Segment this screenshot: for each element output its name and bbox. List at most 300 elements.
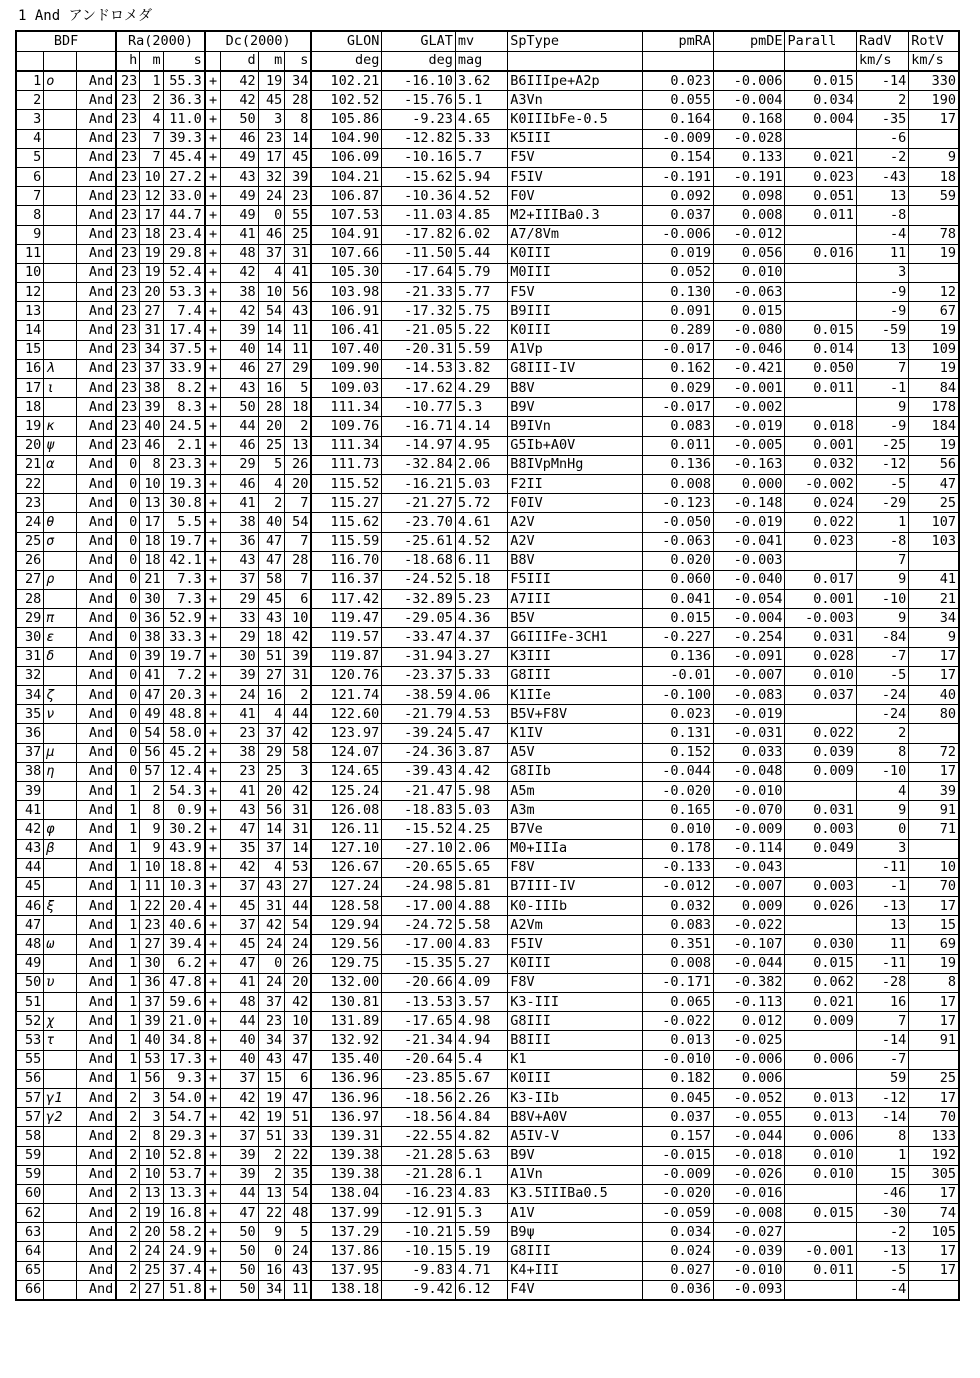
ra-seconds-cell: 23.4 (163, 225, 205, 244)
parallax-cell: 0.013 (785, 1088, 856, 1107)
ra-minutes-cell: 36 (140, 609, 163, 628)
rotational-velocity-cell: 91 (909, 1031, 959, 1050)
pm-ra-cell: 0.162 (642, 359, 713, 378)
ra-seconds-cell: 8.2 (163, 379, 205, 398)
pm-de-cell: 0.012 (714, 1012, 785, 1031)
glat-cell: -18.56 (382, 1088, 456, 1107)
bdf-number-cell: 60 (16, 1184, 44, 1203)
bdf-number-cell: 31 (16, 647, 44, 666)
parallax-cell (785, 781, 856, 800)
glon-cell: 119.57 (311, 628, 381, 647)
unit-ra-h: h (116, 51, 139, 71)
bdf-number-cell: 10 (16, 263, 44, 282)
parallax-cell: 0.001 (785, 436, 856, 455)
parallax-cell: 0.015 (785, 321, 856, 340)
greek-letter-cell: λ (44, 359, 77, 378)
glat-cell: -16.71 (382, 417, 456, 436)
glat-cell: -16.23 (382, 1184, 456, 1203)
radial-velocity-cell: -9 (856, 417, 908, 436)
dec-degrees-cell: 38 (221, 743, 258, 762)
glat-cell: -15.76 (382, 91, 456, 110)
table-row (16, 455, 959, 474)
spectral-type-cell: K4+III (508, 1261, 642, 1280)
dec-degrees-cell: 37 (221, 916, 258, 935)
constellation-cell: And (77, 1088, 116, 1107)
pm-ra-cell: 0.008 (642, 474, 713, 493)
bdf-number-cell: 51 (16, 993, 44, 1012)
dec-degrees-cell: 43 (221, 551, 258, 570)
parallax-cell (785, 263, 856, 282)
greek-letter-cell (44, 225, 77, 244)
parallax-cell: 0.015 (785, 71, 856, 91)
pm-ra-cell: 0.045 (642, 1088, 713, 1107)
header-dec: Dc(2000) (205, 31, 312, 51)
ra-minutes-cell: 12 (140, 187, 163, 206)
radial-velocity-cell: 9 (856, 398, 908, 417)
dec-minutes-cell: 47 (258, 532, 285, 551)
ra-seconds-cell: 33.9 (163, 359, 205, 378)
rotational-velocity-cell: 105 (909, 1223, 959, 1242)
dec-minutes-cell: 19 (258, 71, 285, 91)
unit-dec-s: s (285, 51, 312, 71)
constellation-cell: And (77, 321, 116, 340)
pm-ra-cell: 0.008 (642, 954, 713, 973)
radial-velocity-cell: 7 (856, 551, 908, 570)
glon-cell: 138.18 (311, 1280, 381, 1300)
table-row (16, 225, 959, 244)
table-row (16, 283, 959, 302)
dec-minutes-cell: 27 (258, 666, 285, 685)
dec-sign-cell: + (205, 321, 221, 340)
glat-cell: -38.59 (382, 686, 456, 705)
parallax-cell: -0.003 (785, 609, 856, 628)
header-row (16, 31, 959, 51)
bdf-number-cell: 2 (16, 91, 44, 110)
dec-minutes-cell: 14 (258, 820, 285, 839)
dec-minutes-cell: 13 (258, 1184, 285, 1203)
radial-velocity-cell: 7 (856, 1012, 908, 1031)
constellation-cell: And (77, 954, 116, 973)
magnitude-cell: 4.65 (455, 110, 507, 129)
rotational-velocity-cell: 184 (909, 417, 959, 436)
magnitude-cell: 2.26 (455, 1088, 507, 1107)
bdf-number-cell: 11 (16, 244, 44, 263)
dec-degrees-cell: 50 (221, 1261, 258, 1280)
pm-de-cell: -0.009 (714, 820, 785, 839)
table-row (16, 647, 959, 666)
parallax-cell: 0.049 (785, 839, 856, 858)
ra-seconds-cell: 39.3 (163, 129, 205, 148)
dec-sign-cell: + (205, 781, 221, 800)
dec-degrees-cell: 46 (221, 129, 258, 148)
pm-de-cell: 0.015 (714, 302, 785, 321)
table-row (16, 91, 959, 110)
greek-letter-cell (44, 110, 77, 129)
radial-velocity-cell: 7 (856, 359, 908, 378)
ra-seconds-cell: 30.8 (163, 494, 205, 513)
spectral-type-cell: G8III (508, 666, 642, 685)
pm-de-cell: -0.044 (714, 1127, 785, 1146)
ra-seconds-cell: 45.4 (163, 148, 205, 167)
pm-ra-cell: 0.065 (642, 993, 713, 1012)
dec-minutes-cell: 4 (258, 474, 285, 493)
dec-minutes-cell: 58 (258, 570, 285, 589)
bdf-number-cell: 1 (16, 71, 44, 91)
table-row (16, 359, 959, 378)
magnitude-cell: 5.77 (455, 283, 507, 302)
glat-cell: -17.64 (382, 263, 456, 282)
ra-hours-cell: 1 (116, 897, 139, 916)
dec-sign-cell: + (205, 1146, 221, 1165)
dec-seconds-cell: 27 (285, 877, 312, 896)
glon-cell: 128.58 (311, 897, 381, 916)
dec-minutes-cell: 0 (258, 954, 285, 973)
dec-seconds-cell: 42 (285, 724, 312, 743)
magnitude-cell: 4.94 (455, 1031, 507, 1050)
glat-cell: -22.55 (382, 1127, 456, 1146)
magnitude-cell: 5.1 (455, 91, 507, 110)
dec-seconds-cell: 47 (285, 1050, 312, 1069)
rotational-velocity-cell: 39 (909, 781, 959, 800)
pm-de-cell: -0.070 (714, 801, 785, 820)
dec-degrees-cell: 41 (221, 705, 258, 724)
pm-de-cell: -0.048 (714, 762, 785, 781)
bdf-number-cell: 20 (16, 436, 44, 455)
radial-velocity-cell: 4 (856, 781, 908, 800)
dec-minutes-cell: 32 (258, 167, 285, 186)
dec-seconds-cell: 2 (285, 417, 312, 436)
ra-seconds-cell: 36.3 (163, 91, 205, 110)
dec-seconds-cell: 2 (285, 686, 312, 705)
dec-seconds-cell: 14 (285, 839, 312, 858)
dec-sign-cell: + (205, 398, 221, 417)
unit-blank (205, 51, 221, 71)
magnitude-cell: 3.87 (455, 743, 507, 762)
ra-hours-cell: 23 (116, 71, 139, 91)
glat-cell: -10.15 (382, 1242, 456, 1261)
dec-minutes-cell: 0 (258, 1242, 285, 1261)
parallax-cell (785, 1031, 856, 1050)
pm-ra-cell: -0.133 (642, 858, 713, 877)
magnitude-cell: 5.22 (455, 321, 507, 340)
rotational-velocity-cell (909, 206, 959, 225)
dec-seconds-cell: 20 (285, 973, 312, 992)
greek-letter-cell (44, 858, 77, 877)
parallax-cell: 0.010 (785, 666, 856, 685)
glat-cell: -39.24 (382, 724, 456, 743)
ra-minutes-cell: 27 (140, 1280, 163, 1300)
ra-seconds-cell: 40.6 (163, 916, 205, 935)
pm-ra-cell: -0.191 (642, 167, 713, 186)
magnitude-cell: 3.62 (455, 71, 507, 91)
glat-cell: -10.77 (382, 398, 456, 417)
bdf-number-cell: 66 (16, 1280, 44, 1300)
ra-minutes-cell: 23 (140, 916, 163, 935)
bdf-number-cell: 50 (16, 973, 44, 992)
dec-sign-cell: + (205, 1069, 221, 1088)
unit-glon: deg (311, 51, 381, 71)
table-row (16, 1204, 959, 1223)
dec-seconds-cell: 11 (285, 321, 312, 340)
dec-minutes-cell: 24 (258, 973, 285, 992)
spectral-type-cell: B9ψ (508, 1223, 642, 1242)
radial-velocity-cell: 59 (856, 1069, 908, 1088)
magnitude-cell: 5.23 (455, 590, 507, 609)
dec-minutes-cell: 25 (258, 436, 285, 455)
pm-de-cell: -0.010 (714, 1261, 785, 1280)
pm-ra-cell: 0.019 (642, 244, 713, 263)
dec-sign-cell: + (205, 916, 221, 935)
pm-ra-cell: 0.034 (642, 1223, 713, 1242)
glat-cell: -21.28 (382, 1165, 456, 1184)
table-row (16, 935, 959, 954)
ra-hours-cell: 0 (116, 628, 139, 647)
spectral-type-cell: B8IVpMnHg (508, 455, 642, 474)
dec-sign-cell: + (205, 743, 221, 762)
table-row (16, 877, 959, 896)
radial-velocity-cell: -84 (856, 628, 908, 647)
dec-degrees-cell: 40 (221, 340, 258, 359)
pm-de-cell: -0.052 (714, 1088, 785, 1107)
bdf-number-cell: 58 (16, 1127, 44, 1146)
ra-seconds-cell: 52.4 (163, 263, 205, 282)
dec-minutes-cell: 37 (258, 839, 285, 858)
ra-minutes-cell: 38 (140, 628, 163, 647)
radial-velocity-cell: -4 (856, 1280, 908, 1300)
dec-minutes-cell: 15 (258, 1069, 285, 1088)
bdf-number-cell: 53 (16, 1031, 44, 1050)
pm-ra-cell: -0.017 (642, 398, 713, 417)
spectral-type-cell: G6IIIFe-3CH1 (508, 628, 642, 647)
header-radv: RadV (856, 31, 908, 51)
dec-seconds-cell: 42 (285, 993, 312, 1012)
dec-seconds-cell: 56 (285, 283, 312, 302)
pm-de-cell: 0.010 (714, 263, 785, 282)
ra-minutes-cell: 18 (140, 225, 163, 244)
dec-degrees-cell: 45 (221, 935, 258, 954)
ra-seconds-cell: 29.3 (163, 1127, 205, 1146)
rotational-velocity-cell: 190 (909, 91, 959, 110)
pm-ra-cell: -0.012 (642, 877, 713, 896)
magnitude-cell: 5.79 (455, 263, 507, 282)
dec-minutes-cell: 14 (258, 321, 285, 340)
dec-sign-cell: + (205, 263, 221, 282)
greek-letter-cell (44, 1165, 77, 1184)
ra-seconds-cell: 13.3 (163, 1184, 205, 1203)
rotational-velocity-cell (909, 1280, 959, 1300)
greek-letter-cell: κ (44, 417, 77, 436)
glat-cell: -20.64 (382, 1050, 456, 1069)
dec-minutes-cell: 5 (258, 455, 285, 474)
pm-de-cell: -0.148 (714, 494, 785, 513)
table-row (16, 71, 959, 91)
rotational-velocity-cell: 91 (909, 801, 959, 820)
parallax-cell: 0.022 (785, 724, 856, 743)
ra-seconds-cell: 8.3 (163, 398, 205, 417)
glon-cell: 132.92 (311, 1031, 381, 1050)
dec-sign-cell: + (205, 206, 221, 225)
table-row (16, 1184, 959, 1203)
bdf-number-cell: 57 (16, 1108, 44, 1127)
parallax-cell: 0.015 (785, 954, 856, 973)
greek-letter-cell (44, 1242, 77, 1261)
spectral-type-cell: K1IIe (508, 686, 642, 705)
radial-velocity-cell: -14 (856, 1108, 908, 1127)
dec-sign-cell: + (205, 1012, 221, 1031)
glat-cell: -21.47 (382, 781, 456, 800)
magnitude-cell: 6.1 (455, 1165, 507, 1184)
greek-letter-cell: μ (44, 743, 77, 762)
dec-seconds-cell: 18 (285, 398, 312, 417)
pm-ra-cell: 0.351 (642, 935, 713, 954)
table-row (16, 436, 959, 455)
dec-minutes-cell: 20 (258, 417, 285, 436)
glon-cell: 129.75 (311, 954, 381, 973)
glon-cell: 132.00 (311, 973, 381, 992)
table-row (16, 1223, 959, 1242)
dec-minutes-cell: 54 (258, 302, 285, 321)
magnitude-cell: 5.81 (455, 877, 507, 896)
bdf-number-cell: 55 (16, 1050, 44, 1069)
constellation-cell: And (77, 148, 116, 167)
radial-velocity-cell: -25 (856, 436, 908, 455)
dec-degrees-cell: 48 (221, 244, 258, 263)
pm-de-cell: -0.027 (714, 1223, 785, 1242)
ra-seconds-cell: 47.8 (163, 973, 205, 992)
magnitude-cell: 5.59 (455, 1223, 507, 1242)
dec-sign-cell: + (205, 110, 221, 129)
ra-hours-cell: 0 (116, 666, 139, 685)
rotational-velocity-cell: 107 (909, 513, 959, 532)
dec-degrees-cell: 42 (221, 91, 258, 110)
pm-de-cell: -0.055 (714, 1108, 785, 1127)
ra-seconds-cell: 34.8 (163, 1031, 205, 1050)
dec-sign-cell: + (205, 935, 221, 954)
pm-ra-cell: 0.029 (642, 379, 713, 398)
dec-minutes-cell: 23 (258, 1012, 285, 1031)
unit-blank (44, 51, 77, 71)
glon-cell: 111.34 (311, 436, 381, 455)
pm-ra-cell: -0.015 (642, 1146, 713, 1165)
dec-sign-cell: + (205, 225, 221, 244)
rotational-velocity-cell: 330 (909, 71, 959, 91)
dec-minutes-cell: 34 (258, 1280, 285, 1300)
parallax-cell: 0.003 (785, 877, 856, 896)
table-row (16, 513, 959, 532)
ra-seconds-cell: 59.6 (163, 993, 205, 1012)
bdf-number-cell: 38 (16, 762, 44, 781)
radial-velocity-cell: -2 (856, 148, 908, 167)
ra-minutes-cell: 24 (140, 1242, 163, 1261)
constellation-cell: And (77, 628, 116, 647)
radial-velocity-cell: 3 (856, 839, 908, 858)
ra-hours-cell: 0 (116, 743, 139, 762)
header-pmde: pmDE (714, 31, 785, 51)
constellation-cell: And (77, 1146, 116, 1165)
pm-de-cell: -0.007 (714, 666, 785, 685)
ra-hours-cell: 0 (116, 570, 139, 589)
glat-cell: -17.62 (382, 379, 456, 398)
pm-ra-cell: 0.055 (642, 91, 713, 110)
greek-letter-cell (44, 340, 77, 359)
spectral-type-cell: A7/8Vm (508, 225, 642, 244)
rotational-velocity-cell: 84 (909, 379, 959, 398)
dec-degrees-cell: 42 (221, 1108, 258, 1127)
pm-ra-cell: 0.032 (642, 897, 713, 916)
magnitude-cell: 4.71 (455, 1261, 507, 1280)
radial-velocity-cell: -59 (856, 321, 908, 340)
dec-degrees-cell: 44 (221, 417, 258, 436)
ra-minutes-cell: 30 (140, 590, 163, 609)
parallax-cell: 0.015 (785, 1204, 856, 1223)
parallax-cell (785, 705, 856, 724)
radial-velocity-cell: 9 (856, 801, 908, 820)
greek-letter-cell (44, 494, 77, 513)
radial-velocity-cell: -24 (856, 705, 908, 724)
dec-seconds-cell: 35 (285, 1165, 312, 1184)
ra-minutes-cell: 56 (140, 743, 163, 762)
constellation-cell: And (77, 167, 116, 186)
spectral-type-cell: K0III (508, 321, 642, 340)
constellation-cell: And (77, 474, 116, 493)
pm-de-cell: -0.019 (714, 417, 785, 436)
pm-de-cell: -0.028 (714, 129, 785, 148)
ra-hours-cell: 0 (116, 686, 139, 705)
glat-cell: -18.56 (382, 1108, 456, 1127)
dec-sign-cell: + (205, 897, 221, 916)
constellation-cell: And (77, 494, 116, 513)
radial-velocity-cell: -2 (856, 1223, 908, 1242)
magnitude-cell: 5.44 (455, 244, 507, 263)
pm-ra-cell: 0.136 (642, 647, 713, 666)
pm-de-cell: 0.000 (714, 474, 785, 493)
dec-minutes-cell: 34 (258, 1031, 285, 1050)
magnitude-cell: 5.03 (455, 474, 507, 493)
ra-minutes-cell: 19 (140, 244, 163, 263)
greek-letter-cell: χ (44, 1012, 77, 1031)
bdf-number-cell: 42 (16, 820, 44, 839)
pm-de-cell: -0.006 (714, 71, 785, 91)
table-row (16, 1050, 959, 1069)
parallax-cell: 0.031 (785, 801, 856, 820)
ra-minutes-cell: 1 (140, 71, 163, 91)
greek-letter-cell (44, 129, 77, 148)
dec-seconds-cell: 6 (285, 1069, 312, 1088)
magnitude-cell: 4.53 (455, 705, 507, 724)
pm-de-cell: 0.006 (714, 1069, 785, 1088)
ra-minutes-cell: 39 (140, 398, 163, 417)
constellation-cell: And (77, 1069, 116, 1088)
bdf-number-cell: 6 (16, 167, 44, 186)
magnitude-cell: 4.82 (455, 1127, 507, 1146)
table-row (16, 570, 959, 589)
radial-velocity-cell: 11 (856, 935, 908, 954)
bdf-number-cell: 5 (16, 148, 44, 167)
ra-hours-cell: 2 (116, 1204, 139, 1223)
dec-degrees-cell: 41 (221, 973, 258, 992)
magnitude-cell: 6.12 (455, 1280, 507, 1300)
glon-cell: 126.08 (311, 801, 381, 820)
rotational-velocity-cell: 17 (909, 1184, 959, 1203)
constellation-cell: And (77, 858, 116, 877)
dec-degrees-cell: 23 (221, 724, 258, 743)
glat-cell: -39.43 (382, 762, 456, 781)
dec-seconds-cell: 20 (285, 474, 312, 493)
ra-minutes-cell: 19 (140, 263, 163, 282)
magnitude-cell: 4.14 (455, 417, 507, 436)
pm-ra-cell: 0.023 (642, 705, 713, 724)
parallax-cell: 0.031 (785, 628, 856, 647)
